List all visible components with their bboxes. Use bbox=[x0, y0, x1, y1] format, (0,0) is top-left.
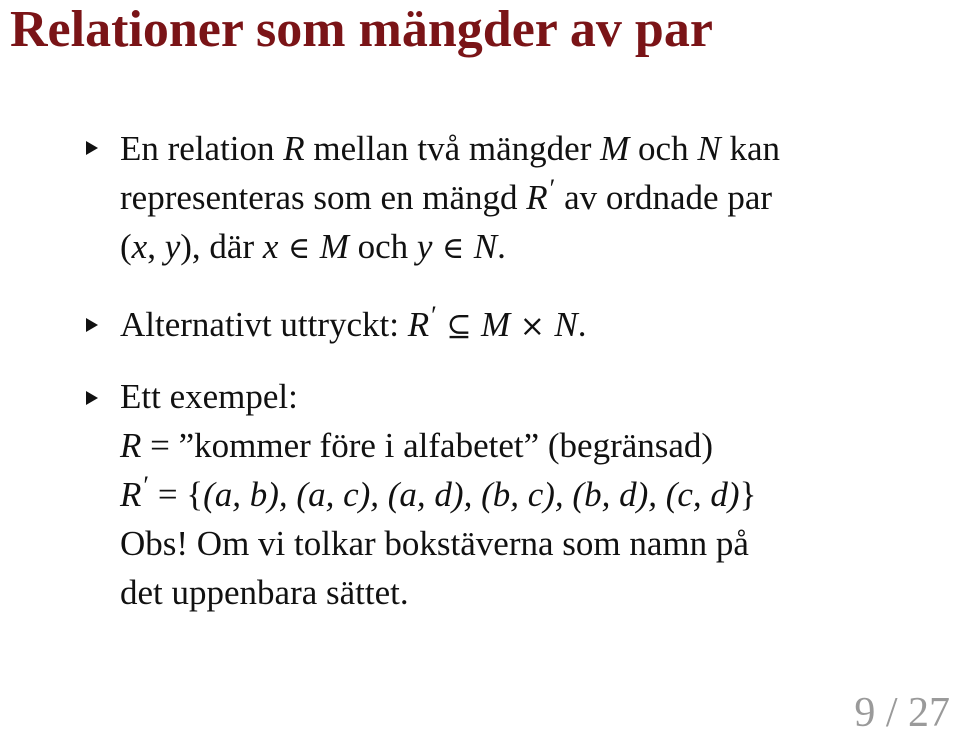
text: Alternativt uttryckt: bbox=[120, 305, 408, 344]
math-x: x bbox=[131, 227, 148, 266]
page-number: 9 / 27 bbox=[854, 690, 950, 736]
math-R: R bbox=[120, 426, 142, 465]
math-M: M bbox=[600, 129, 630, 168]
text: , där bbox=[191, 227, 263, 266]
element-of-symbol: ∈ bbox=[432, 231, 474, 266]
period: . bbox=[577, 305, 587, 344]
math-y: y bbox=[164, 227, 181, 266]
bullet-1-line-1 bbox=[120, 124, 780, 173]
math-N: N bbox=[697, 129, 721, 168]
math-N: N bbox=[473, 227, 498, 266]
slide-title: Relationer som mängder av par bbox=[10, 1, 713, 58]
math-R: R bbox=[407, 305, 430, 344]
prime-symbol: ′ bbox=[549, 174, 556, 203]
bullet-3-line-1: Ett exempel: bbox=[120, 377, 298, 416]
period: . bbox=[497, 227, 506, 266]
bullet-3-line-3 bbox=[120, 470, 756, 522]
text: = ”kommer före i alfabetet” (begränsad) bbox=[141, 426, 714, 465]
bullet-1-line-2 bbox=[120, 173, 772, 225]
math-R: R bbox=[526, 178, 548, 217]
comma: , bbox=[147, 227, 165, 266]
math-R: R bbox=[283, 129, 305, 168]
pair-set: (a, b), (a, c), (a, d), (b, c), (b, d), (c, d) bbox=[203, 475, 740, 514]
element-of-symbol: ∈ bbox=[278, 231, 320, 266]
math-R: R bbox=[120, 475, 142, 514]
prime-symbol: ′ bbox=[143, 471, 150, 500]
paren: ) bbox=[180, 227, 192, 266]
text: och bbox=[348, 227, 417, 266]
math-x: x bbox=[262, 227, 279, 266]
text: En relation bbox=[120, 129, 284, 168]
bullet-3-line-2 bbox=[120, 421, 713, 470]
math-M: M bbox=[481, 305, 511, 344]
equals-brace: = { bbox=[149, 475, 204, 514]
bullet-2-line-1 bbox=[120, 300, 587, 352]
text: kan bbox=[720, 129, 780, 168]
bullet-3-line-4: Obs! Om vi tolkar bokstäverna som namn på bbox=[120, 524, 749, 563]
bullet-marker-icon bbox=[86, 318, 98, 332]
text: och bbox=[629, 129, 698, 168]
prime-symbol: ′ bbox=[431, 301, 437, 330]
paren: ( bbox=[120, 227, 132, 266]
subset-symbol: ⊆ bbox=[436, 309, 482, 344]
bullet-marker-icon bbox=[86, 141, 98, 155]
text: representeras som en mängd bbox=[120, 178, 527, 217]
math-y: y bbox=[416, 227, 433, 266]
math-N: N bbox=[554, 305, 578, 344]
times-symbol: × bbox=[510, 309, 555, 344]
bullet-3-line-5: det uppenbara sättet. bbox=[120, 573, 409, 612]
text: mellan två mängder bbox=[304, 129, 601, 168]
bullet-1-line-3 bbox=[120, 222, 506, 273]
bullet-marker-icon bbox=[86, 391, 98, 405]
brace: } bbox=[739, 475, 757, 514]
math-M: M bbox=[319, 227, 349, 266]
text: av ordnade par bbox=[555, 178, 773, 217]
